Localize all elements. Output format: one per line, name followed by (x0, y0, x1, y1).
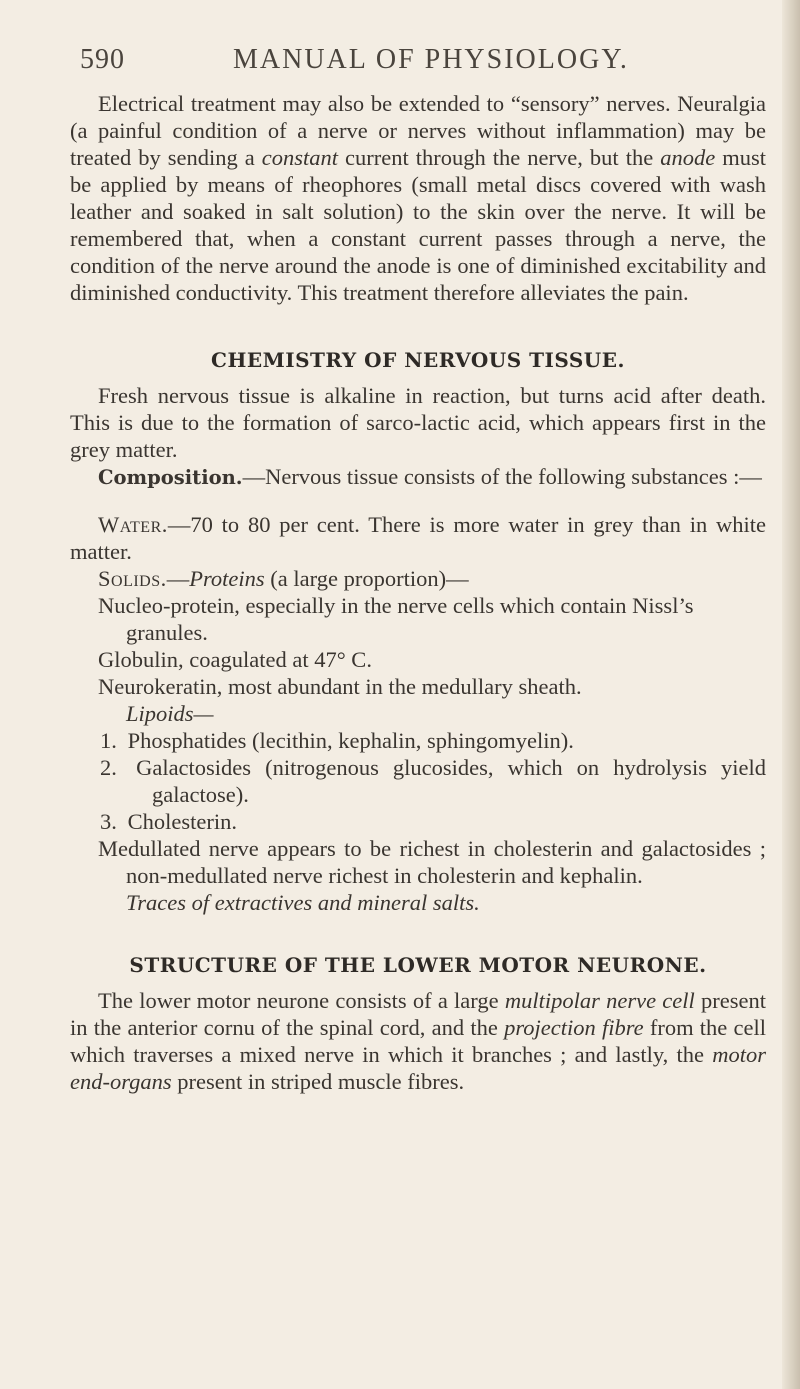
item-text: Galactosides (nitrogenous glucosides, which on hydrolysis yield galactose). (136, 755, 767, 807)
list-item-neurokeratin: Neurokeratin, most abundant in the medullary sheath. (98, 674, 582, 699)
section-heading-structure: STRUCTURE OF THE LOWER MOTOR NEURONE. (129, 953, 707, 977)
water-paragraph (70, 511, 766, 565)
medullated-paragraph: Medullated nerve appears to be richest in cholesterin and galactosides ; non-medullated nerve richest in cholesterin and kephalin. (98, 836, 766, 888)
chemistry-intro-paragraph: Fresh nervous tissue is alkaline in reaction, but turns acid after death. This is due to the formation of sarco-lactic acid, which appears first in the grey matter. (70, 383, 766, 462)
solids-label: Solids. (98, 566, 167, 591)
water-text: —70 to 80 per cent. There is more water in grey than in white matter. (70, 512, 766, 564)
lipoids-label (70, 700, 766, 727)
list-item-globulin: Globulin, coagulated at 47° C. (98, 647, 372, 672)
paragraph-text: The lower motor neurone consists of a large (98, 988, 505, 1013)
composition-paragraph (70, 463, 766, 491)
list-item-lipoid-1 (70, 727, 766, 754)
item-number: 1. (100, 728, 117, 753)
page-header (80, 44, 720, 78)
proteins-label: Proteins (189, 566, 265, 591)
proteins-text: (a large proportion)— (264, 566, 469, 591)
list-item-lipoid-3 (70, 808, 766, 835)
lipoids-label-text: Lipoids— (126, 701, 214, 726)
composition-label: Composition. (98, 466, 243, 489)
list-item-nucleo-protein: Nucleo-protein, especially in the nerve cells which contain Nissl’s granules. (98, 593, 694, 645)
paragraph-text: present in the anterior cornu of the spinal cord, and the (70, 988, 767, 1040)
paragraph-text: must be applied by means of rheophores (small metal discs covered with wash leather and soaked in salt solution) to the skin over the nerve. It will be remembered that, when a constant current passes through a nerve, the condition of the nerve around the anode is one of diminished excitability and diminished conductivity. This treatment therefore alleviates the pain. (70, 145, 766, 305)
page-edge (782, 0, 800, 1389)
item-text: Cholesterin. (127, 809, 237, 834)
item-number: 2. (100, 755, 117, 780)
composition-text: —Nervous tissue consists of the following substances :— (242, 464, 762, 489)
emphasis-anode: anode (660, 145, 716, 170)
emphasis-multipolar-nerve-cell: multipolar nerve cell (504, 988, 695, 1013)
item-number: 3. (100, 809, 117, 834)
paragraph-text: present in striped muscle fibres. (171, 1069, 465, 1094)
solids-line (70, 565, 766, 592)
emphasis-projection-fibre: projection fibre (504, 1015, 644, 1040)
water-label: Water. (98, 512, 168, 537)
motor-neurone-paragraph (70, 987, 766, 1095)
paragraph-text: from the cell which traverses a mixed nerve in which it branches ; and lastly, the (70, 1015, 767, 1067)
running-head: MANUAL OF PHYSIOLOGY. (233, 44, 629, 75)
traces-text: Traces of extractives and mineral salts. (126, 890, 480, 915)
paragraph-text: Electrical treatment may also be extended to “sensory” nerves. Neuralgia (a painful condition of a nerve or nerves without inflammation) may be treated by sending a (70, 91, 766, 170)
dash: — (166, 566, 190, 591)
list-item-lipoid-2 (70, 754, 766, 808)
section-heading-chemistry: CHEMISTRY OF NERVOUS TISSUE. (211, 348, 625, 372)
item-text: Phosphatides (lecithin, kephalin, sphingomyelin). (127, 728, 574, 753)
paragraph-text: current through the nerve, but the (338, 145, 661, 170)
electrical-treatment-paragraph (70, 90, 766, 306)
page-body (70, 90, 766, 1095)
emphasis-motor-end-organs: motor end-organs (70, 1042, 766, 1094)
traces-line (70, 889, 766, 916)
emphasis-constant: constant (261, 145, 339, 170)
page-number: 590 (80, 44, 125, 75)
